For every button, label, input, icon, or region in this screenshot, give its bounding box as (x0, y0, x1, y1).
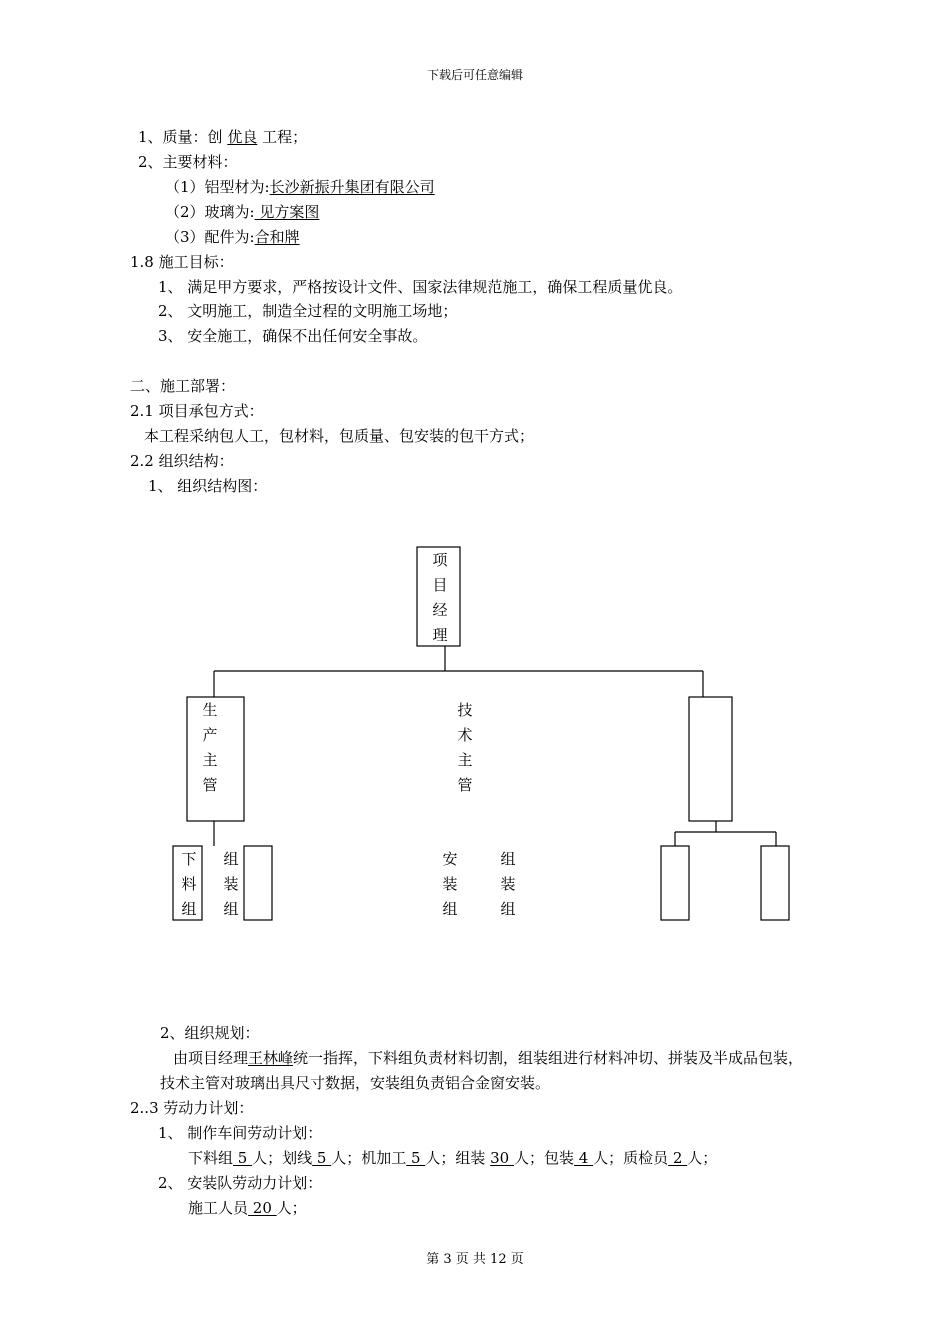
install-char: 组 (442, 900, 458, 918)
install-char: 安 (442, 850, 458, 868)
technical-char: 技 (457, 701, 473, 719)
blank-box (761, 846, 789, 920)
install-char: 装 (442, 875, 458, 893)
blank-box (661, 846, 689, 920)
aluminum-label: （1）铝型材为: (165, 178, 270, 196)
org-planning-title: 2、组织规划： (160, 1024, 260, 1042)
label: 人；机加工 (331, 1149, 407, 1167)
label: 施工人员 (188, 1199, 249, 1217)
assembly-count: 30 (490, 1149, 514, 1167)
blank-box (244, 846, 272, 920)
quality-prefix: 1、质量：创 (138, 128, 228, 146)
production-char: 管 (202, 776, 218, 794)
manager-char: 项 (432, 551, 448, 569)
manager-char: 目 (432, 576, 448, 594)
manager-name: 王林峰 (248, 1049, 294, 1067)
technical-char: 术 (457, 726, 473, 744)
label: 下料组 (188, 1149, 234, 1167)
workshop-line (188, 1148, 717, 1168)
label: 人；划线 (252, 1149, 313, 1167)
blank-box (689, 697, 732, 821)
materials-title: 2、主要材料： (138, 153, 238, 171)
fittings-label: （3）配件为: (165, 228, 255, 246)
pack-count: 4 (573, 1149, 594, 1167)
quality-suffix: 工程； (257, 128, 308, 146)
org-title: 2.2 组织结构： (130, 452, 234, 470)
page-header: 下载后可任意编辑 (426, 68, 523, 82)
org-chart-title: 1、 组织结构图： (148, 477, 268, 495)
aluminum-value: 长沙新振升集团有限公司 (269, 178, 435, 196)
assembly-a-char: 组 (223, 850, 239, 868)
goals-title: 1.8 施工目标： (130, 253, 234, 271)
label: 人； (687, 1149, 718, 1167)
goal-item: 2、 文明施工，制造全过程的文明施工场地； (158, 302, 458, 320)
technical-char: 管 (457, 776, 473, 794)
cutting-char: 料 (181, 875, 197, 893)
cut-count: 5 (233, 1149, 253, 1167)
technical-char: 主 (457, 751, 473, 769)
org-planning-suffix: 统一指挥，下料组负责材料切割，组装组进行材料冲切、拼装及半成品包装， (293, 1049, 804, 1067)
cutting-char: 组 (181, 900, 197, 918)
contract-title: 2.1 项目承包方式： (130, 402, 264, 420)
production-char: 主 (202, 751, 218, 769)
section-2-title: 二、施工部署： (130, 377, 236, 395)
contract-text: 本工程采纳包人工，包材料，包质量、包安装的包干方式； (144, 427, 535, 445)
labor-plan-title: 2..3 劳动力计划： (130, 1099, 254, 1117)
fittings-value: 合和牌 (254, 228, 300, 246)
assembly-b-char: 组 (500, 900, 516, 918)
glass-label: （2）玻璃为: (165, 203, 255, 221)
assembly-a-char: 装 (223, 875, 239, 893)
org-planning-prefix: 由项目经理 (173, 1049, 249, 1067)
org-planning-line2: 技术主管对玻璃出具尺寸数据，安装组负责铝合金窗安装。 (160, 1074, 551, 1092)
install-line (188, 1198, 307, 1218)
machine-count: 5 (406, 1149, 426, 1167)
cutting-char: 下 (181, 850, 197, 868)
production-char: 产 (202, 726, 218, 744)
assembly-b-char: 组 (500, 850, 516, 868)
label: 人；包装 (513, 1149, 574, 1167)
quality-value: 优良 (227, 128, 258, 146)
install-count: 20 (248, 1199, 277, 1217)
label: 人； (276, 1199, 307, 1217)
workshop-title: 1、 制作车间劳动计划： (158, 1124, 323, 1142)
page-footer: 第 3 页 共 12 页 (426, 1252, 524, 1267)
assembly-b-char: 装 (500, 875, 516, 893)
label: 人；组装 (425, 1149, 491, 1167)
goal-item: 1、 满足甲方要求，严格按设计文件、国家法律规范施工，确保工程质量优良。 (158, 278, 683, 296)
label: 人；质检员 (593, 1149, 669, 1167)
assembly-a-char: 组 (223, 900, 239, 918)
goal-item: 3、 安全施工，确保不出任何安全事故。 (158, 327, 428, 345)
manager-char: 理 (432, 626, 448, 644)
install-title: 2、 安装队劳动力计划： (158, 1174, 323, 1192)
manager-char: 经 (432, 601, 448, 619)
glass-value: 见方案图 (254, 203, 320, 221)
org-planning-line1 (173, 1048, 803, 1068)
scribe-count: 5 (312, 1149, 332, 1167)
production-char: 生 (202, 701, 218, 719)
qc-count: 2 (668, 1149, 688, 1167)
